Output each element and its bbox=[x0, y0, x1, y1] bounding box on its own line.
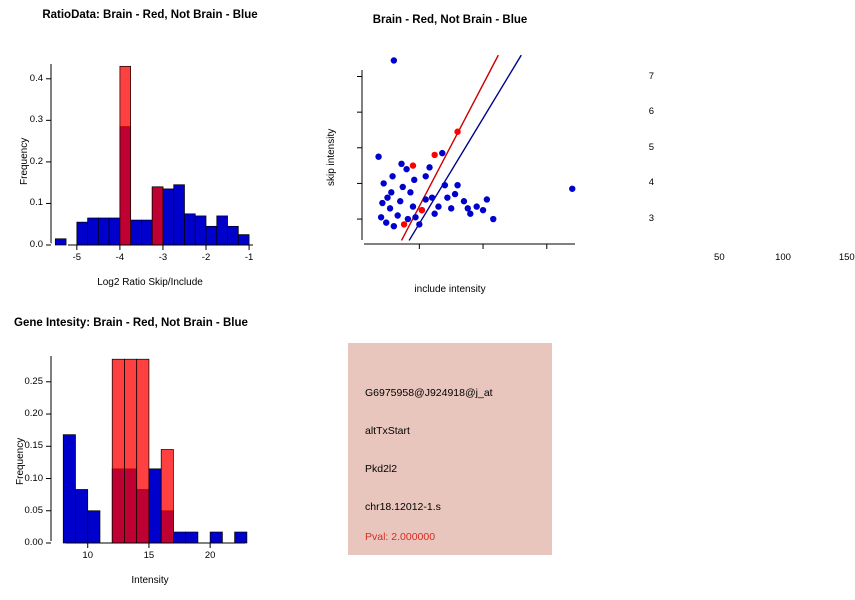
ytick-intensity: 0.05 bbox=[24, 504, 43, 516]
xtick-scatter: 150 bbox=[838, 252, 855, 263]
ytick-ratio: 0.3 bbox=[29, 114, 43, 126]
ytick-ratio: 0.1 bbox=[29, 197, 43, 209]
ytick-intensity: 0.00 bbox=[24, 537, 43, 548]
ytick-ratio: 0.2 bbox=[29, 155, 43, 167]
ytick-intensity: 0.10 bbox=[24, 472, 43, 484]
xtick-intensity: 15 bbox=[143, 550, 155, 561]
ytick-intensity: 0.20 bbox=[24, 408, 43, 420]
xtick-intensity: 20 bbox=[204, 550, 216, 561]
ytick-scatter: 6 bbox=[648, 106, 654, 118]
xtick-ratio: -1 bbox=[244, 252, 254, 263]
info-probe-id: G6975958@J924918@j_at bbox=[365, 387, 493, 399]
axis-label-scatter-y: skip intensity bbox=[326, 128, 337, 186]
xtick-ratio: -5 bbox=[72, 252, 82, 263]
chart-title-intensity-histogram: Gene Intesity: Brain - Red, Not Brain - Blue bbox=[14, 317, 248, 329]
xtick-intensity: 10 bbox=[82, 550, 94, 561]
xtick-ratio: -3 bbox=[158, 252, 168, 263]
info-gene: Pkd2l2 bbox=[365, 463, 398, 475]
ytick-scatter: 7 bbox=[648, 70, 654, 82]
info-locus: chr18.12012-1.s bbox=[365, 501, 441, 513]
chart-panel-ratio-histogram bbox=[0, 0, 300, 300]
info-pval: Pval: 2.000000 bbox=[365, 531, 436, 543]
chart-title-scatter: Brain - Red, Not Brain - Blue bbox=[372, 14, 528, 26]
xtick-scatter: 50 bbox=[714, 252, 725, 263]
ytick-scatter: 4 bbox=[648, 177, 654, 189]
ytick-scatter: 5 bbox=[648, 141, 654, 153]
scatter-plot bbox=[300, 0, 600, 300]
ytick-scatter: 3 bbox=[648, 213, 654, 225]
info-feature: altTxStart bbox=[365, 425, 410, 437]
axis-label-ratio-y: Frequency bbox=[19, 137, 30, 185]
axis-label-scatter-x: include intensity bbox=[414, 284, 486, 295]
ytick-intensity: 0.15 bbox=[24, 440, 43, 452]
chart-panel-scatter bbox=[300, 0, 855, 300]
chart-panel-intensity-histogram bbox=[0, 300, 300, 600]
probe-info-box bbox=[348, 343, 552, 555]
chart-title-ratio-histogram: RatioData: Brain - Red, Not Brain - Blue bbox=[42, 9, 258, 21]
xtick-ratio: -2 bbox=[201, 252, 211, 263]
xtick-ratio: -4 bbox=[115, 252, 125, 263]
ytick-ratio: 0.0 bbox=[29, 239, 43, 250]
ytick-intensity: 0.25 bbox=[24, 375, 43, 387]
axis-label-intensity-x: Intensity bbox=[131, 575, 169, 586]
ytick-ratio: 0.4 bbox=[29, 72, 43, 84]
ratio-histogram-plot bbox=[0, 0, 300, 300]
xtick-scatter: 100 bbox=[775, 252, 791, 263]
axis-label-intensity-y: Frequency bbox=[15, 437, 26, 485]
axis-label-ratio-x: Log2 Ratio Skip/Include bbox=[97, 277, 203, 288]
